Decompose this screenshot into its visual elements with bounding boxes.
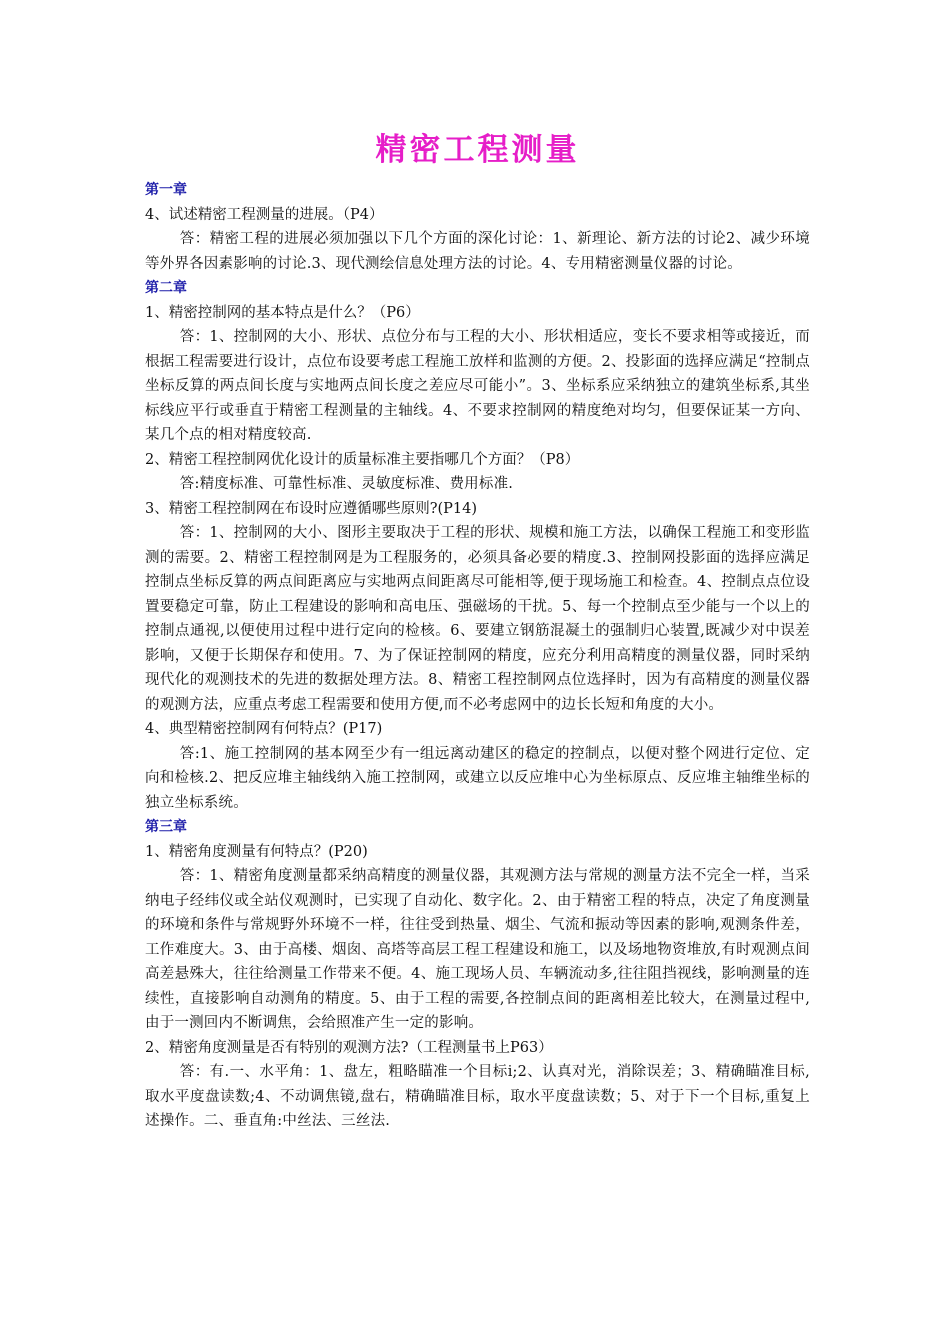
question: 1、精密角度测量有何特点？(P20) (145, 843, 368, 860)
answer: 答:1、施工控制网的基本网至少有一组远离动建区的稳定的控制点，以便对整个网进行定位、定向和检核.2、把反应堆主轴线纳入施工控制网，或建立以反应堆中心为坐标原点、反应堆主轴维坐标的独立坐标系统。 (145, 745, 810, 811)
question: 2、精密角度测量是否有特别的观测方法?（工程测量书上P63） (145, 1039, 553, 1056)
answer: 答:精度标准、可靠性标准、灵敏度标准、费用标准. (179, 476, 514, 492)
answer: 答：1、控制网的大小、形状、点位分布与工程的大小、形状相适应，变长不要求相等或接近，而根据工程需要进行设计，点位布设要考虑工程施工放样和监测的方便。2、投影面的选择应满足“控制点坐标反算的两点间长度与实地两点间长度之差应尽可能小”。3、坐标系应采纳独立的建筑坐标系,其坐标线应平行或垂直于精密工程测量的主轴线。4、不要求控制网的精度绝对均匀，但要保证某一方向、某几个点的相对精度较高. (145, 329, 810, 443)
answer: 答：1、控制网的大小、图形主要取决于工程的形状、规模和施工方法，以确保工程施工和变形监测的需要。2、精密工程控制网是为工程服务的，必须具备必要的精度.3、控制网投影面的选择应满足控制点坐标反算的两点间距离应与实地两点间距离尽可能相等,便于现场施工和检查。4、控制点点位设置要稳定可靠，防止工程建设的影响和高电压、强磁场的干扰。5、每一个控制点至少能与一个以上的控制点通视,以便使用过程中进行定向的检核。6、要建立钢筋混凝土的强制归心装置,既减少对中误差影响，又便于长期保存和使用。7、为了保证控制网的精度，应充分利用高精度的测量仪器，同时采纳现代化的观测技术的先进的数据处理方法。8、精密工程控制网点位选择时，因为有高精度的测量仪器的观测方法，应重点考虑工程需要和使用方便,而不必考虑网中的边长长短和角度的大小。 (145, 525, 810, 713)
answer: 答：1、精密角度测量都采纳高精度的测量仪器，其观测方法与常规的测量方法不完全一样，当采纳电子经纬仪或全站仪观测时，已实现了自动化、数字化。2、由于精密工程的特点，决定了角度测量的环境和条件与常规野外环境不一样，往往受到热量、烟尘、气流和振动等因素的影响,观测条件差，工作难度大。3、由于高楼、烟囱、高塔等高层工程工程建设和施工，以及场地物资堆放,有时观测点间高差悬殊大，往往给测量工作带来不便。4、施工现场人员、车辆流动多,往往阻挡视线，影响测量的连续性，直接影响自动测角的精度。5、由于工程的需要,各控制点间的距离相差比较大，在测量过程中,由于一测回内不断调焦，会给照准产生一定的影响。 (145, 868, 810, 1031)
document-title: 精密工程测量 (375, 132, 580, 168)
chapter-heading: 第一章 (145, 182, 187, 198)
answer: 答：有.一、水平角：1、盘左，粗略瞄准一个目标i;2、认真对光，消除误差；3、精确瞄准目标,取水平度盘读数;4、不动调焦镜,盘右，精确瞄准目标，取水平度盘读数；5、对于下一个目标,重复上述操作。二、垂直角:中丝法、三丝法. (145, 1064, 810, 1129)
chapter-2 (145, 276, 810, 815)
question: 3、精密工程控制网在布设时应遵循哪些原则?(P14) (145, 500, 478, 517)
chapter-3 (145, 815, 810, 1134)
chapter-1 (145, 178, 810, 276)
chapter-heading: 第三章 (145, 819, 187, 835)
chapter-heading: 第二章 (145, 280, 187, 296)
question: 4、试述精密工程测量的进展。（P4） (145, 206, 384, 223)
question: 1、精密控制网的基本特点是什么？（P6） (145, 304, 420, 321)
question: 2、精密工程控制网优化设计的质量标准主要指哪几个方面？（P8） (145, 451, 580, 468)
question: 4、典型精密控制网有何特点？(P17) (145, 721, 383, 737)
document-page (145, 128, 810, 1134)
answer: 答：精密工程的进展必须加强以下几个方面的深化讨论：1、新理论、新方法的讨论2、减少环境等外界各因素影响的讨论.3、现代测绘信息处理方法的讨论。4、专用精密测量仪器的讨论。 (145, 231, 810, 272)
